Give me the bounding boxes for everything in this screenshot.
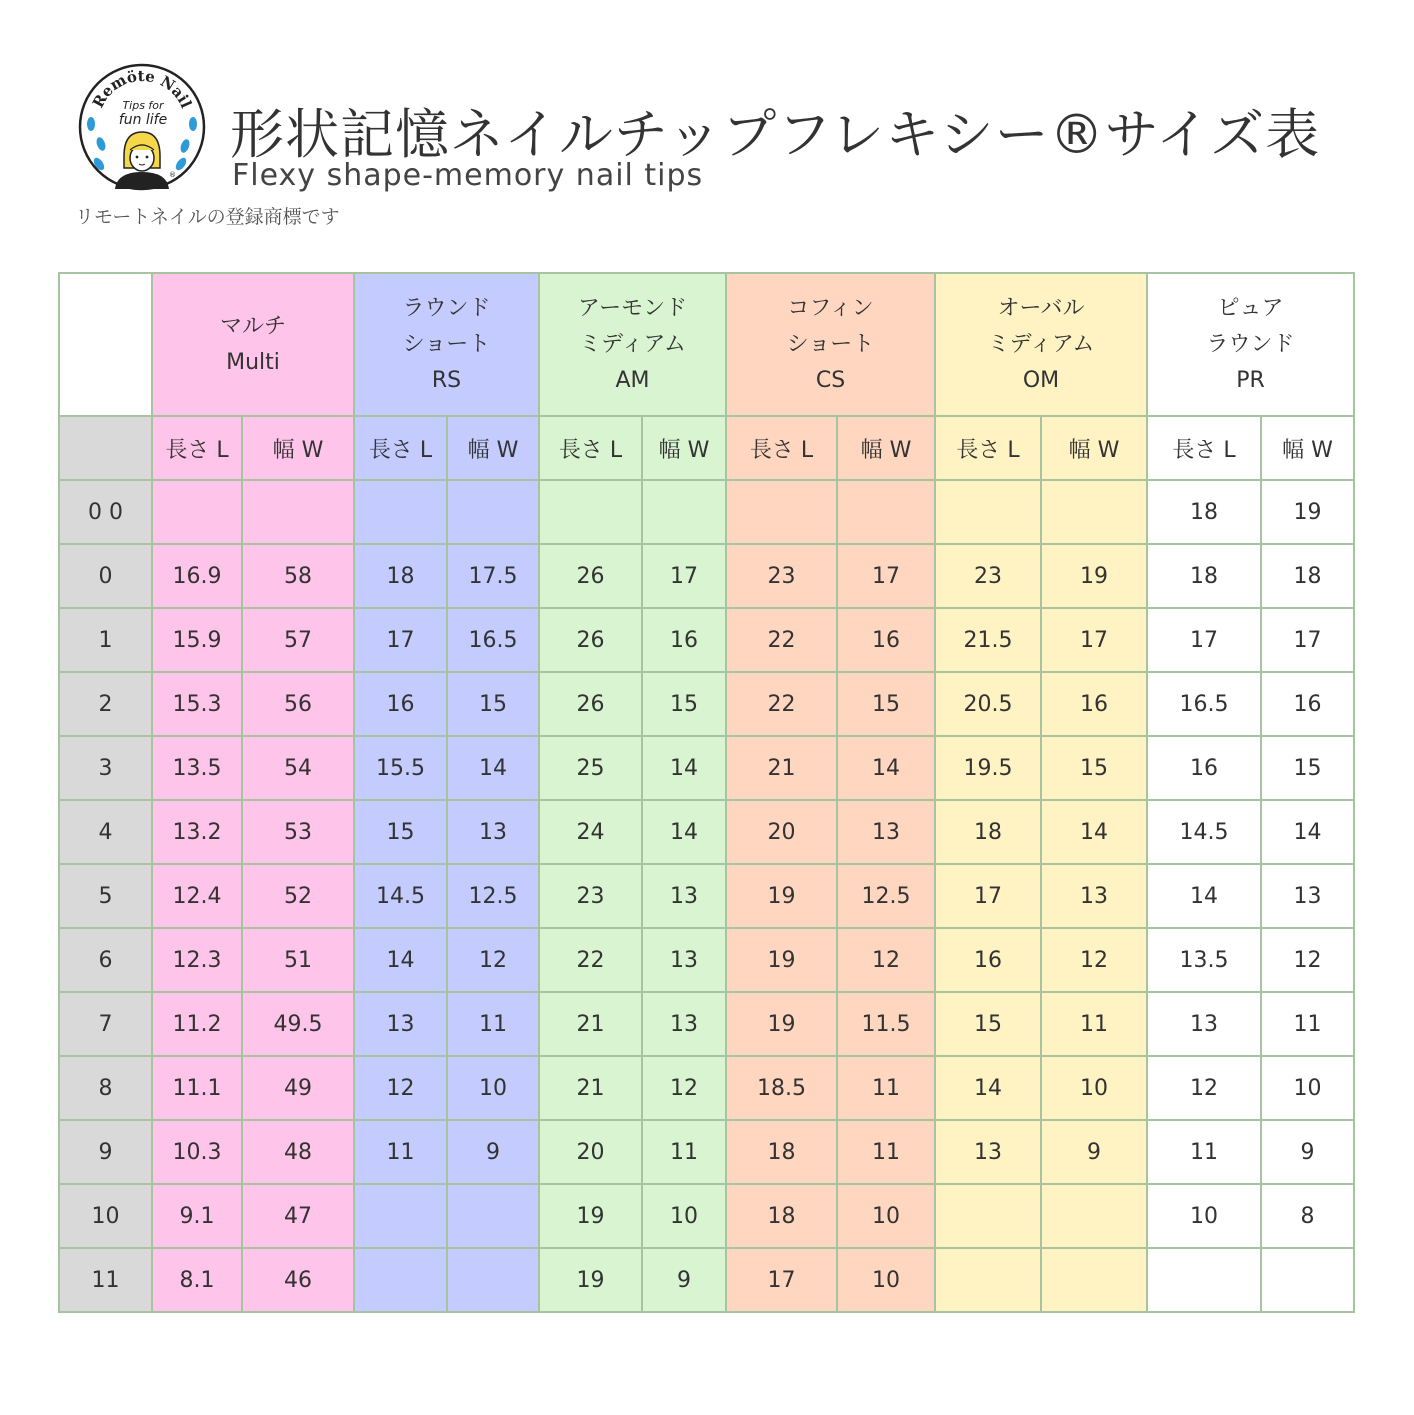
length-value: 12.4 <box>152 864 242 928</box>
length-value <box>354 1184 447 1248</box>
width-value: 12 <box>642 1056 726 1120</box>
length-value: 19 <box>539 1184 642 1248</box>
length-value: 18 <box>935 800 1041 864</box>
width-value <box>447 1248 539 1312</box>
width-value: 49.5 <box>242 992 354 1056</box>
length-value <box>935 1184 1041 1248</box>
length-value: 23 <box>935 544 1041 608</box>
group-header-line: オーバル <box>997 295 1085 321</box>
width-value: 10 <box>837 1184 935 1248</box>
group-header-line: Multi <box>226 349 280 375</box>
table-row <box>59 608 1354 672</box>
length-value: 17 <box>1147 608 1261 672</box>
logo-brand-text: Remöte Nail <box>88 66 196 111</box>
group-header-pure-round <box>1147 273 1354 416</box>
length-value: 19 <box>726 992 837 1056</box>
width-value: 46 <box>242 1248 354 1312</box>
length-value: 14 <box>1147 864 1261 928</box>
size-label: 5 <box>59 864 152 928</box>
width-value: 16 <box>1261 672 1354 736</box>
length-value: 26 <box>539 544 642 608</box>
length-value: 13.2 <box>152 800 242 864</box>
width-value: 13 <box>837 800 935 864</box>
group-header-line: AM <box>615 367 650 393</box>
size-label: 3 <box>59 736 152 800</box>
width-value <box>642 480 726 544</box>
length-value: 19 <box>726 864 837 928</box>
width-value: 14 <box>642 736 726 800</box>
length-value: 15.9 <box>152 608 242 672</box>
width-value: 15 <box>837 672 935 736</box>
width-value: 12 <box>447 928 539 992</box>
length-value: 18 <box>1147 480 1261 544</box>
length-value: 17 <box>935 864 1041 928</box>
length-header: 長さ L <box>152 416 242 480</box>
width-value <box>447 480 539 544</box>
length-value: 13 <box>354 992 447 1056</box>
length-value: 18 <box>726 1184 837 1248</box>
width-value: 49 <box>242 1056 354 1120</box>
width-header: 幅 W <box>1261 416 1354 480</box>
length-value: 14.5 <box>1147 800 1261 864</box>
length-value: 11 <box>1147 1120 1261 1184</box>
width-value <box>837 480 935 544</box>
group-header-line: ピュア <box>1217 295 1284 321</box>
length-value: 18 <box>1147 544 1261 608</box>
page-subtitle: Flexy shape-memory nail tips <box>232 158 704 193</box>
table-row <box>59 928 1354 992</box>
width-value: 16 <box>837 608 935 672</box>
length-header: 長さ L <box>1147 416 1261 480</box>
width-value: 16.5 <box>447 608 539 672</box>
group-header-line: PR <box>1236 367 1265 393</box>
width-value: 12.5 <box>837 864 935 928</box>
width-value: 12.5 <box>447 864 539 928</box>
width-value <box>242 480 354 544</box>
width-value: 11 <box>837 1056 935 1120</box>
length-value: 16 <box>1147 736 1261 800</box>
length-value: 21 <box>539 1056 642 1120</box>
width-value: 11.5 <box>837 992 935 1056</box>
size-table <box>58 272 1355 1313</box>
length-value: 26 <box>539 608 642 672</box>
length-value: 21 <box>539 992 642 1056</box>
width-value: 14 <box>447 736 539 800</box>
length-value: 15.3 <box>152 672 242 736</box>
length-value: 11.2 <box>152 992 242 1056</box>
group-header-line: ミディアム <box>579 331 686 357</box>
length-header: 長さ L <box>935 416 1041 480</box>
length-value: 19.5 <box>935 736 1041 800</box>
length-value: 19 <box>726 928 837 992</box>
length-value: 9.1 <box>152 1184 242 1248</box>
length-value: 13 <box>935 1120 1041 1184</box>
width-value: 12 <box>1261 928 1354 992</box>
length-value: 19 <box>539 1248 642 1312</box>
table-corner-cell <box>59 273 152 416</box>
width-value: 56 <box>242 672 354 736</box>
width-value: 13 <box>1261 864 1354 928</box>
width-value: 11 <box>1041 992 1147 1056</box>
length-value: 10 <box>1147 1184 1261 1248</box>
width-value: 9 <box>447 1120 539 1184</box>
length-header: 長さ L <box>354 416 447 480</box>
logo-registered-mark: ® <box>169 171 176 179</box>
length-value <box>935 1248 1041 1312</box>
length-value: 18 <box>354 544 447 608</box>
group-header-oval-medium <box>935 273 1147 416</box>
table-row <box>59 736 1354 800</box>
length-value: 20.5 <box>935 672 1041 736</box>
width-value: 11 <box>837 1120 935 1184</box>
width-value: 54 <box>242 736 354 800</box>
length-value: 11 <box>354 1120 447 1184</box>
width-value: 10 <box>1261 1056 1354 1120</box>
table-row <box>59 1056 1354 1120</box>
length-value: 12 <box>354 1056 447 1120</box>
length-value: 22 <box>726 672 837 736</box>
size-label: 8 <box>59 1056 152 1120</box>
width-value: 16 <box>642 608 726 672</box>
length-value: 16 <box>935 928 1041 992</box>
width-value: 53 <box>242 800 354 864</box>
length-value: 21 <box>726 736 837 800</box>
width-value: 47 <box>242 1184 354 1248</box>
length-header: 長さ L <box>539 416 642 480</box>
width-header: 幅 W <box>447 416 539 480</box>
length-value: 14 <box>935 1056 1041 1120</box>
length-value: 22 <box>726 608 837 672</box>
length-value: 16.5 <box>1147 672 1261 736</box>
size-header-cell <box>59 416 152 480</box>
width-value <box>1041 480 1147 544</box>
length-value: 10.3 <box>152 1120 242 1184</box>
length-value: 23 <box>539 864 642 928</box>
length-value: 17 <box>726 1248 837 1312</box>
table-row <box>59 672 1354 736</box>
width-value: 11 <box>447 992 539 1056</box>
size-label: 0 <box>59 544 152 608</box>
width-value: 52 <box>242 864 354 928</box>
width-value: 13 <box>642 864 726 928</box>
group-header-almond-medium <box>539 273 726 416</box>
group-header-line: ミディアム <box>987 331 1095 357</box>
group-header-line: ショート <box>786 331 875 357</box>
width-value: 10 <box>642 1184 726 1248</box>
width-value: 15 <box>1041 736 1147 800</box>
width-value: 12 <box>837 928 935 992</box>
width-value: 13 <box>642 928 726 992</box>
length-value <box>152 480 242 544</box>
length-value: 13.5 <box>152 736 242 800</box>
table-row <box>59 1184 1354 1248</box>
width-value: 18 <box>1261 544 1354 608</box>
width-value: 10 <box>447 1056 539 1120</box>
width-value: 11 <box>1261 992 1354 1056</box>
width-value: 13 <box>642 992 726 1056</box>
length-value: 15 <box>935 992 1041 1056</box>
group-header-line: OM <box>1022 367 1060 393</box>
length-value: 22 <box>539 928 642 992</box>
width-value: 58 <box>242 544 354 608</box>
size-label: 9 <box>59 1120 152 1184</box>
width-value: 17 <box>1041 608 1147 672</box>
length-value: 14 <box>354 928 447 992</box>
group-header-line: アーモンド <box>577 295 688 321</box>
group-header-line: RS <box>431 367 462 393</box>
trademark-note: リモートネイルの登録商標です <box>75 206 340 228</box>
length-value: 23 <box>726 544 837 608</box>
length-value: 26 <box>539 672 642 736</box>
brand-logo <box>77 62 207 192</box>
size-label: 6 <box>59 928 152 992</box>
length-value: 18 <box>726 1120 837 1184</box>
width-value <box>1041 1248 1147 1312</box>
table-row <box>59 1248 1354 1312</box>
length-value <box>726 480 837 544</box>
group-header-coffin-short <box>726 273 935 416</box>
length-value: 25 <box>539 736 642 800</box>
size-label: 4 <box>59 800 152 864</box>
width-value: 9 <box>1261 1120 1354 1184</box>
width-value: 9 <box>1041 1120 1147 1184</box>
width-value <box>447 1184 539 1248</box>
group-header-line: マルチ <box>219 313 286 339</box>
size-label: 1 <box>59 608 152 672</box>
length-value: 18.5 <box>726 1056 837 1120</box>
length-value: 16 <box>354 672 447 736</box>
length-value: 17 <box>354 608 447 672</box>
length-value: 15 <box>354 800 447 864</box>
width-value: 17 <box>642 544 726 608</box>
length-value <box>539 480 642 544</box>
width-value: 14 <box>642 800 726 864</box>
size-label: 0 0 <box>59 480 152 544</box>
group-header-line: ショート <box>402 331 491 357</box>
width-header: 幅 W <box>837 416 935 480</box>
width-value: 15 <box>447 672 539 736</box>
width-value: 17 <box>1261 608 1354 672</box>
width-value: 8 <box>1261 1184 1354 1248</box>
width-value: 51 <box>242 928 354 992</box>
width-value: 16 <box>1041 672 1147 736</box>
logo-tagline-2: fun life <box>118 112 168 128</box>
width-value: 13 <box>447 800 539 864</box>
length-value: 24 <box>539 800 642 864</box>
width-header: 幅 W <box>1041 416 1147 480</box>
size-label: 10 <box>59 1184 152 1248</box>
width-value <box>1261 1248 1354 1312</box>
table-row <box>59 544 1354 608</box>
width-value <box>1041 1184 1147 1248</box>
group-header-round-short <box>354 273 539 416</box>
table-row <box>59 480 1354 544</box>
width-value: 13 <box>1041 864 1147 928</box>
table-row <box>59 800 1354 864</box>
width-value: 15 <box>642 672 726 736</box>
group-header-line: コフィン <box>787 295 874 321</box>
width-value: 10 <box>837 1248 935 1312</box>
group-header-multi <box>152 273 354 416</box>
length-value <box>935 480 1041 544</box>
length-value <box>354 480 447 544</box>
width-value: 10 <box>1041 1056 1147 1120</box>
length-value <box>1147 1248 1261 1312</box>
size-label: 2 <box>59 672 152 736</box>
size-label: 11 <box>59 1248 152 1312</box>
width-value: 57 <box>242 608 354 672</box>
length-value: 20 <box>726 800 837 864</box>
width-value: 12 <box>1041 928 1147 992</box>
length-value: 12 <box>1147 1056 1261 1120</box>
table-row <box>59 1120 1354 1184</box>
width-value: 17.5 <box>447 544 539 608</box>
width-value: 14 <box>837 736 935 800</box>
width-value: 14 <box>1041 800 1147 864</box>
width-value: 48 <box>242 1120 354 1184</box>
length-value: 12.3 <box>152 928 242 992</box>
group-header-line: CS <box>815 367 846 393</box>
size-label: 7 <box>59 992 152 1056</box>
length-value: 21.5 <box>935 608 1041 672</box>
width-value: 15 <box>1261 736 1354 800</box>
length-value: 13.5 <box>1147 928 1261 992</box>
length-value: 8.1 <box>152 1248 242 1312</box>
length-value: 15.5 <box>354 736 447 800</box>
width-value: 9 <box>642 1248 726 1312</box>
length-header: 長さ L <box>726 416 837 480</box>
table-row <box>59 864 1354 928</box>
width-value: 11 <box>642 1120 726 1184</box>
logo-tagline-1: Tips for <box>122 99 164 112</box>
length-value: 14.5 <box>354 864 447 928</box>
group-header-line: ラウンド <box>402 295 491 321</box>
length-value <box>354 1248 447 1312</box>
width-header: 幅 W <box>242 416 354 480</box>
length-value: 16.9 <box>152 544 242 608</box>
width-value: 19 <box>1041 544 1147 608</box>
length-value: 20 <box>539 1120 642 1184</box>
width-value: 14 <box>1261 800 1354 864</box>
width-header: 幅 W <box>642 416 726 480</box>
length-value: 11.1 <box>152 1056 242 1120</box>
table-row <box>59 992 1354 1056</box>
group-header-line: ラウンド <box>1206 331 1295 357</box>
length-value: 13 <box>1147 992 1261 1056</box>
width-value: 17 <box>837 544 935 608</box>
page-title: 形状記憶ネイルチップフレキシー®サイズ表 <box>230 103 1321 166</box>
width-value: 19 <box>1261 480 1354 544</box>
